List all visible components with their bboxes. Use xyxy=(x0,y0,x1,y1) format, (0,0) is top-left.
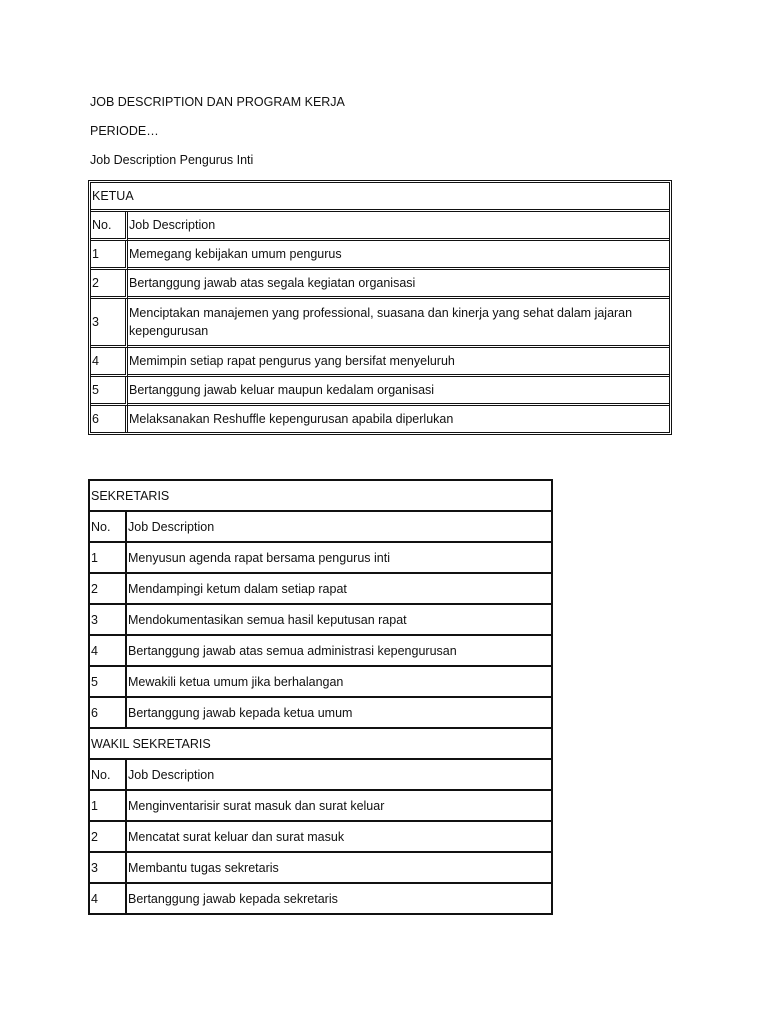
row-number: 3 xyxy=(90,605,127,636)
row-description: Memimpin setiap rapat pengurus yang bersifat menyeluruh xyxy=(128,348,669,377)
table-row xyxy=(91,406,669,432)
column-header-description: Job Description xyxy=(127,512,551,543)
ketua-title: KETUA xyxy=(91,183,669,212)
row-number: 4 xyxy=(90,636,127,667)
row-number: 3 xyxy=(90,853,127,884)
row-description: Bertanggung jawab atas semua administrasi kepengurusan xyxy=(127,636,551,667)
wakil-sekretaris-title: WAKIL SEKRETARIS xyxy=(90,729,551,760)
column-header-no: No. xyxy=(90,760,127,791)
table-row xyxy=(91,270,669,299)
column-header-no: No. xyxy=(91,212,128,241)
document-period: PERIODE… xyxy=(90,124,159,138)
row-number: 6 xyxy=(90,698,127,729)
row-description: Memegang kebijakan umum pengurus xyxy=(128,241,669,270)
table-row xyxy=(90,636,551,667)
row-description: Menyusun agenda rapat bersama pengurus inti xyxy=(127,543,551,574)
table-title-row xyxy=(90,481,551,512)
row-description: Mewakili ketua umum jika berhalangan xyxy=(127,667,551,698)
table-header-row xyxy=(90,512,551,543)
row-number: 5 xyxy=(91,377,128,406)
row-number: 1 xyxy=(90,791,127,822)
table-header-row xyxy=(91,212,669,241)
ketua-table xyxy=(88,180,672,435)
row-description: Bertanggung jawab keluar maupun kedalam organisasi xyxy=(128,377,669,406)
row-number: 4 xyxy=(91,348,128,377)
row-number: 1 xyxy=(91,241,128,270)
row-description: Bertanggung jawab kepada ketua umum xyxy=(127,698,551,729)
row-number: 2 xyxy=(91,270,128,299)
table-row xyxy=(90,667,551,698)
sekretaris-title: SEKRETARIS xyxy=(90,481,551,512)
row-number: 6 xyxy=(91,406,128,432)
column-header-description: Job Description xyxy=(127,760,551,791)
row-description: Membantu tugas sekretaris xyxy=(127,853,551,884)
row-number: 4 xyxy=(90,884,127,913)
row-number: 2 xyxy=(90,822,127,853)
table-row xyxy=(90,574,551,605)
table-title-row xyxy=(90,729,551,760)
row-number: 1 xyxy=(90,543,127,574)
table-row xyxy=(91,377,669,406)
table-title-row xyxy=(91,183,669,212)
document-title: JOB DESCRIPTION DAN PROGRAM KERJA xyxy=(90,95,345,109)
row-description: Mendokumentasikan semua hasil keputusan rapat xyxy=(127,605,551,636)
table-header-row xyxy=(90,760,551,791)
row-number: 3 xyxy=(91,299,128,348)
row-number: 2 xyxy=(90,574,127,605)
table-row xyxy=(90,605,551,636)
row-description: Menciptakan manajemen yang professional, suasana dan kinerja yang sehat dalam jajaran kepengurusan xyxy=(128,299,669,348)
row-description: Menginventarisir surat masuk dan surat keluar xyxy=(127,791,551,822)
table-row xyxy=(91,299,669,348)
sekretaris-table xyxy=(88,479,553,915)
column-header-description: Job Description xyxy=(128,212,669,241)
table-row xyxy=(90,791,551,822)
row-number: 5 xyxy=(90,667,127,698)
row-description: Bertanggung jawab atas segala kegiatan organisasi xyxy=(128,270,669,299)
row-description: Melaksanakan Reshuffle kepengurusan apabila diperlukan xyxy=(129,412,454,426)
row-description: Mendampingi ketum dalam setiap rapat xyxy=(127,574,551,605)
column-header-no: No. xyxy=(90,512,127,543)
table-row xyxy=(90,698,551,729)
table-row xyxy=(90,822,551,853)
table-row xyxy=(90,853,551,884)
table-row xyxy=(91,241,669,270)
document-subtitle: Job Description Pengurus Inti xyxy=(90,153,254,167)
table-row xyxy=(91,348,669,377)
table-row xyxy=(90,884,551,913)
row-description: Bertanggung jawab kepada sekretaris xyxy=(128,891,338,906)
row-description: Mencatat surat keluar dan surat masuk xyxy=(127,822,551,853)
table-row xyxy=(90,543,551,574)
